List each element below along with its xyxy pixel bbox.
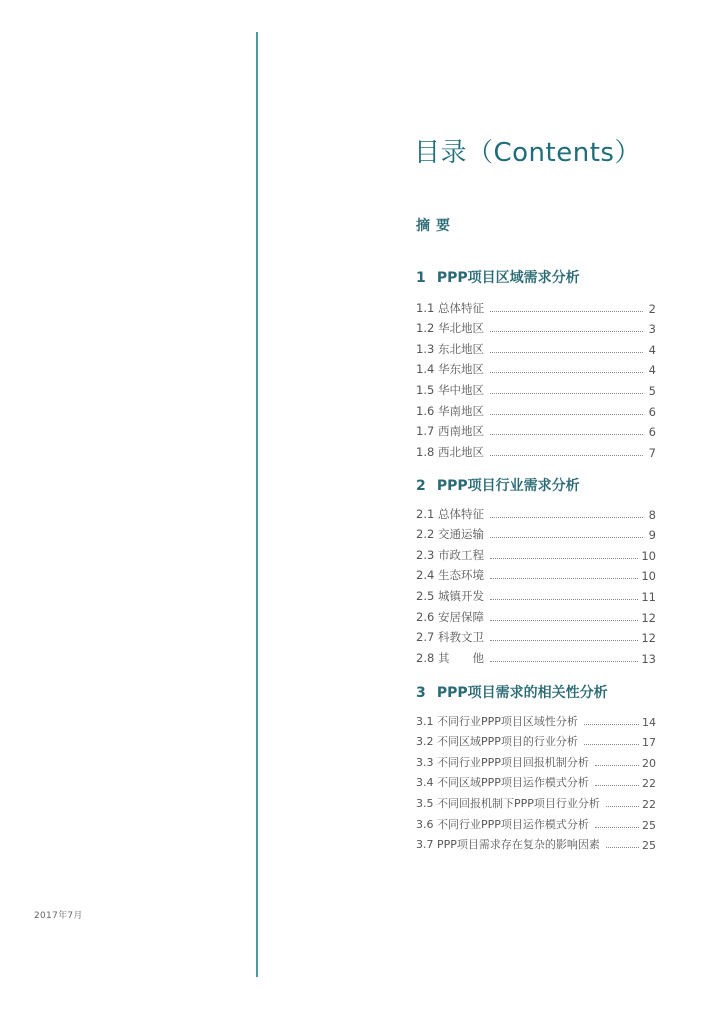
toc-entry[interactable] bbox=[416, 790, 656, 811]
toc-entry[interactable] bbox=[416, 316, 656, 337]
toc-entry-page: 6 bbox=[648, 425, 656, 440]
toc-entry-page: 3 bbox=[648, 322, 656, 337]
toc-entry-page: 7 bbox=[648, 445, 656, 460]
section-title: PPP项目需求的相关性分析 bbox=[436, 685, 608, 701]
toc-entry-page: 10 bbox=[641, 548, 656, 563]
dot-leader bbox=[490, 414, 643, 415]
toc-entry-label: 3.5 不同回报机制下PPP项目行业分析 bbox=[416, 796, 600, 810]
toc-entry-label: 1.7 西南地区 bbox=[416, 424, 484, 439]
dot-leader bbox=[490, 620, 638, 621]
section-heading-1 bbox=[416, 267, 580, 287]
toc-entry-page: 6 bbox=[648, 404, 656, 419]
toc-entry-page: 22 bbox=[642, 777, 656, 791]
toc-entry[interactable] bbox=[416, 604, 656, 625]
section-number: 2 bbox=[416, 478, 426, 494]
section-1-entries bbox=[416, 295, 656, 460]
toc-entry[interactable] bbox=[416, 398, 656, 419]
toc-entry-label: 3.7 PPP项目需求存在复杂的影响因素 bbox=[416, 838, 600, 852]
toc-entry[interactable] bbox=[416, 336, 656, 357]
toc-entry-page: 25 bbox=[642, 818, 656, 832]
toc-entry[interactable] bbox=[416, 811, 656, 832]
section-number: 3 bbox=[416, 685, 426, 701]
section-heading-3 bbox=[416, 682, 608, 702]
toc-entry[interactable] bbox=[416, 749, 656, 770]
toc-entry-label: 2.1 总体特征 bbox=[416, 506, 484, 521]
toc-entry-label: 2.8 其 他 bbox=[416, 650, 484, 665]
toc-entry-page: 17 bbox=[642, 736, 656, 750]
dot-leader bbox=[490, 393, 643, 394]
toc-entry-label: 2.6 安居保障 bbox=[416, 609, 484, 624]
toc-entry-label: 1.5 华中地区 bbox=[416, 382, 484, 397]
toc-entry[interactable] bbox=[416, 832, 656, 853]
toc-entry-label: 1.8 西北地区 bbox=[416, 444, 484, 459]
toc-entry-label: 3.2 不同区域PPP项目的行业分析 bbox=[416, 735, 578, 749]
toc-entry[interactable] bbox=[416, 439, 656, 460]
dot-leader bbox=[606, 806, 639, 807]
toc-entry-label: 3.4 不同区域PPP项目运作模式分析 bbox=[416, 776, 589, 790]
toc-entry[interactable] bbox=[416, 625, 656, 646]
dot-leader bbox=[490, 517, 643, 518]
toc-entry[interactable] bbox=[416, 645, 656, 666]
toc-entry-label: 1.2 华北地区 bbox=[416, 321, 484, 336]
section-2-entries bbox=[416, 501, 656, 666]
toc-entry-page: 10 bbox=[641, 569, 656, 584]
toc-entry-page: 25 bbox=[642, 839, 656, 853]
section-number: 1 bbox=[416, 270, 426, 286]
dot-leader bbox=[490, 434, 643, 435]
dot-leader bbox=[595, 765, 639, 766]
toc-entry-label: 1.6 华南地区 bbox=[416, 403, 484, 418]
toc-entry[interactable] bbox=[416, 770, 656, 791]
vertical-divider-line bbox=[256, 32, 258, 977]
toc-entry[interactable] bbox=[416, 522, 656, 543]
toc-entry[interactable] bbox=[416, 708, 656, 729]
toc-entry[interactable] bbox=[416, 542, 656, 563]
toc-entry-label: 2.3 市政工程 bbox=[416, 547, 484, 562]
toc-entry[interactable] bbox=[416, 729, 656, 750]
toc-entry[interactable] bbox=[416, 563, 656, 584]
toc-entry-label: 2.5 城镇开发 bbox=[416, 588, 484, 603]
dot-leader bbox=[490, 352, 643, 353]
toc-entry-label: 2.7 科教文卫 bbox=[416, 630, 484, 645]
toc-entry-page: 22 bbox=[642, 797, 656, 811]
toc-entry-page: 9 bbox=[648, 528, 656, 543]
toc-entry-label: 3.6 不同行业PPP项目运作模式分析 bbox=[416, 817, 589, 831]
toc-entry-page: 12 bbox=[641, 631, 656, 646]
toc-entry[interactable] bbox=[416, 501, 656, 522]
toc-entry-label: 3.1 不同行业PPP项目区域性分析 bbox=[416, 714, 578, 728]
toc-entry-page: 11 bbox=[641, 589, 656, 604]
dot-leader bbox=[584, 724, 639, 725]
abstract-heading: 摘要 bbox=[416, 218, 456, 234]
toc-entry-page: 20 bbox=[642, 756, 656, 770]
section-title: PPP项目行业需求分析 bbox=[436, 478, 580, 494]
dot-leader bbox=[490, 599, 638, 600]
dot-leader bbox=[490, 578, 638, 579]
dot-leader bbox=[490, 331, 643, 332]
toc-entry-page: 5 bbox=[648, 383, 656, 398]
dot-leader bbox=[490, 311, 643, 312]
toc-entry[interactable] bbox=[416, 295, 656, 316]
toc-entry-page: 2 bbox=[648, 301, 656, 316]
toc-entry-label: 1.3 东北地区 bbox=[416, 341, 484, 356]
dot-leader bbox=[490, 455, 643, 456]
dot-leader bbox=[490, 537, 643, 538]
dot-leader bbox=[595, 827, 639, 828]
toc-entry-page: 4 bbox=[648, 363, 656, 378]
toc-entry-label: 1.1 总体特征 bbox=[416, 300, 484, 315]
dot-leader bbox=[490, 661, 638, 662]
toc-entry-page: 8 bbox=[648, 507, 656, 522]
toc-entry-label: 2.4 生态环境 bbox=[416, 568, 484, 583]
toc-entry[interactable] bbox=[416, 419, 656, 440]
toc-entry-page: 12 bbox=[641, 610, 656, 625]
toc-entry-page: 4 bbox=[648, 342, 656, 357]
toc-entry[interactable] bbox=[416, 357, 656, 378]
dot-leader bbox=[606, 847, 639, 848]
toc-entry-page: 13 bbox=[641, 651, 656, 666]
toc-entry-page: 14 bbox=[642, 715, 656, 729]
section-3-entries bbox=[416, 708, 656, 852]
publication-date: 2017年7月 bbox=[34, 911, 83, 921]
dot-leader bbox=[490, 372, 643, 373]
toc-entry-label: 2.2 交通运输 bbox=[416, 527, 484, 542]
dot-leader bbox=[490, 558, 638, 559]
section-heading-2 bbox=[416, 475, 580, 495]
section-title: PPP项目区域需求分析 bbox=[436, 270, 580, 286]
dot-leader bbox=[584, 744, 639, 745]
toc-entry-label: 3.3 不同行业PPP项目回报机制分析 bbox=[416, 755, 589, 769]
page-title: 目录（Contents） bbox=[414, 138, 641, 168]
toc-entry[interactable] bbox=[416, 377, 656, 398]
dot-leader bbox=[490, 640, 638, 641]
dot-leader bbox=[595, 785, 639, 786]
toc-entry[interactable] bbox=[416, 583, 656, 604]
toc-entry-label: 1.4 华东地区 bbox=[416, 362, 484, 377]
